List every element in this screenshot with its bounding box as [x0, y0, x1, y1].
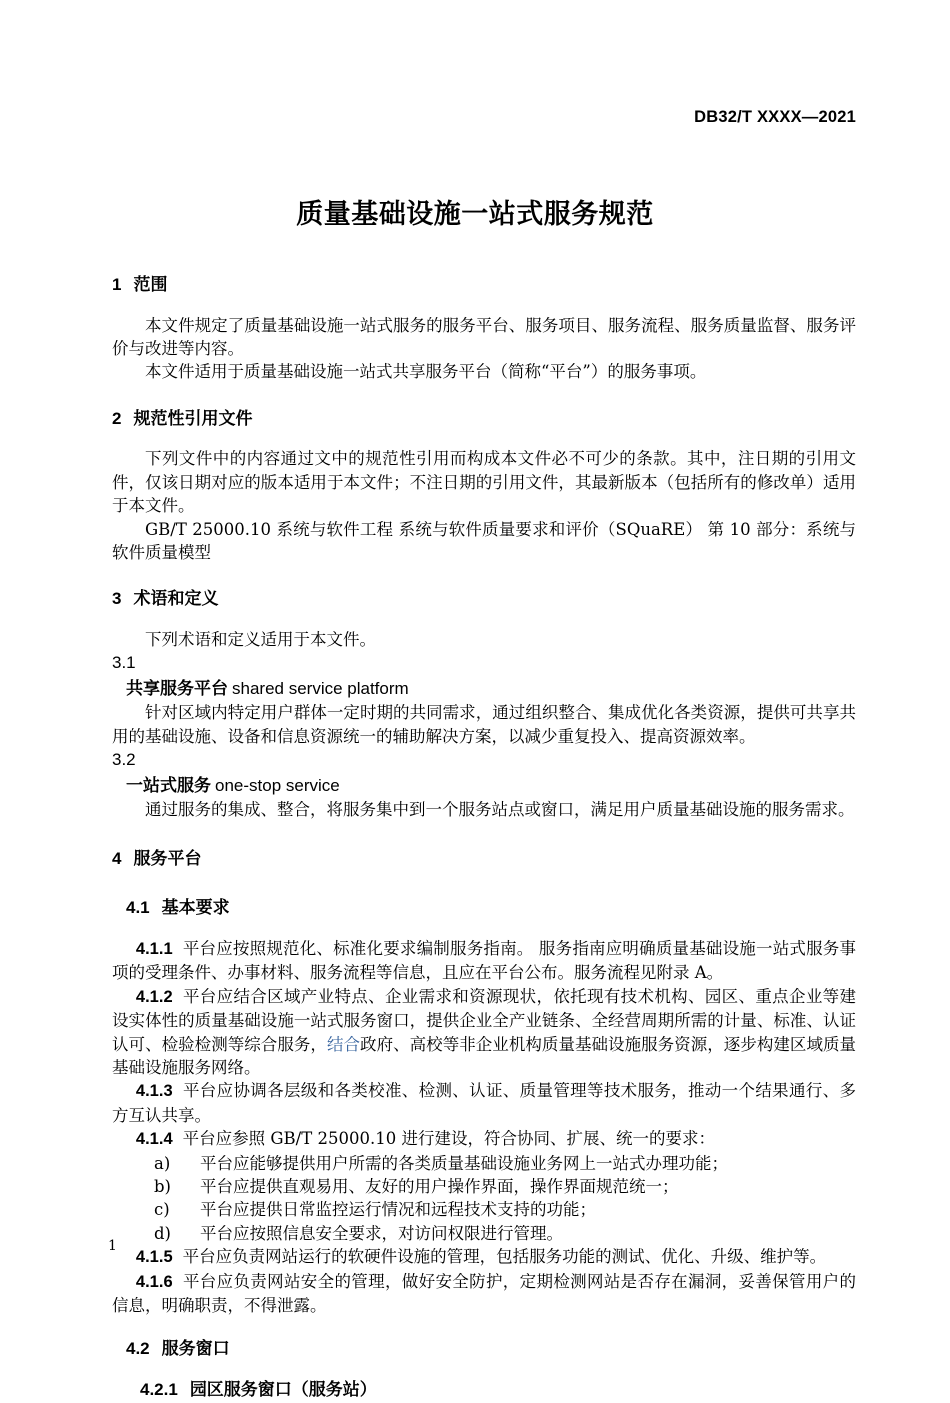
list-text-d: 平台应按照信息安全要求，对访问权限进行管理。 [200, 1223, 563, 1243]
section-heading-3 [112, 586, 856, 612]
clause-4-1-3 [112, 1079, 856, 1127]
section-2-paragraph-1: 下列文件中的内容通过文中的规范性引用而构成本文件必不可少的条款。其中，注日期的引用文件，仅该日期对应的版本适用于本文件；不注日期的引用文件，其最新版本（包括所有的修改单）适用于本文件。 [112, 449, 856, 516]
term-number-3-1: 3.1 [112, 653, 136, 673]
section-title-4: 服务平台 [133, 848, 202, 868]
term-number-3-2: 3.2 [112, 750, 136, 770]
list-text-c: 平台应提供日常监控运行情况和远程技术支持的功能； [200, 1200, 596, 1220]
clause-4-1-5 [112, 1245, 856, 1269]
section-3-paragraph-1: 下列术语和定义适用于本文件。 [145, 629, 376, 649]
clause-text-4-1-1: 平台应按照规范化、标准化要求编制服务指南。 服务指南应明确质量基础设施一站式服务事项的受理条件、办事材料、服务流程等信息，且应在平台公布。服务流程见附录 A。 [112, 938, 856, 983]
clause-text-4-1-3: 平台应协调各层级和各类校准、检测、认证、质量管理等技术服务，推动一个结果通行、多方互认共享。 [112, 1081, 856, 1125]
section-1-paragraph-1: 本文件规定了质量基础设施一站式服务的服务平台、服务项目、服务流程、服务质量监督、服务评价与改进等内容。 [112, 315, 856, 358]
list-marker-a: a) [154, 1153, 171, 1173]
term-label-cn-3-1: 共享服务平台 [126, 678, 228, 698]
section-title-4-2-1: 园区服务窗口（服务站） [189, 1380, 377, 1400]
section-heading-1 [112, 272, 856, 298]
section-heading-2 [112, 406, 856, 432]
section-title-4-1: 基本要求 [161, 898, 230, 918]
term-entry-3-1 [112, 676, 856, 702]
list-text-a: 平台应能够提供用户所需的各类质量基础设施业务网上一站式办理功能； [200, 1153, 728, 1173]
clause-number-4-1-6: 4.1.6 [135, 1272, 173, 1291]
clause-4-1-4 [112, 1127, 856, 1151]
clause-text-4-1-2-before: 平台应结合区域产业特点、企业需求和资源现状，依托现有技术机构、园区、重点企业等建设实体性的质量基础设施一站式服务窗口，提供企业全产业链条、全经营周期所需的计量、标准、认证认可、检验检测等综合服务， [112, 986, 856, 1054]
section-heading-4-2-1 [112, 1377, 856, 1403]
section-title-4-2: 服务窗口 [161, 1338, 230, 1358]
normative-reference-item: GB/T 25000.10 系统与软件工程 系统与软件质量要求和评价（SQuaRE） 第 10 部分：系统与软件质量模型 [112, 519, 856, 562]
clause-4-1-4-list [112, 1152, 856, 1246]
list-item [112, 1175, 856, 1198]
clause-number-4-1-5: 4.1.5 [135, 1248, 173, 1267]
list-item [112, 1152, 856, 1175]
list-item [112, 1222, 856, 1245]
document-body [112, 272, 856, 1403]
clause-4-1-2 [112, 985, 856, 1080]
term-definition-3-1: 针对区域内特定用户群体一定时期的共同需求，通过组织整合、集成优化各类资源，提供可共享共用的基础设施、设备和信息资源统一的辅助解决方案，以减少重复投入、提高资源效率。 [112, 703, 856, 746]
list-marker-c: c) [154, 1200, 170, 1220]
clause-text-4-1-2-after: 政府、高校等非企业机构质量基础设施服务资源，逐步构建区域质量基础设施服务网络。 [112, 1034, 857, 1077]
list-marker-b: b) [154, 1177, 171, 1197]
document-header-standard-number: DB32/T XXXX—2021 [694, 108, 856, 126]
clause-number-4-1-3: 4.1.3 [135, 1082, 173, 1101]
section-title-3: 术语和定义 [133, 589, 219, 609]
section-title-1: 范围 [133, 275, 168, 294]
section-number-4-1: 4.1 [126, 898, 150, 918]
list-text-b: 平台应提供直观易用、友好的用户操作界面，操作界面规范统一； [200, 1177, 679, 1197]
section-number-3: 3 [112, 589, 122, 609]
clause-number-4-1-2: 4.1.2 [135, 987, 173, 1006]
clause-text-4-1-4: 平台应参照 GB/T 25000.10 进行建设，符合协同、扩展、统一的要求： [182, 1129, 715, 1149]
clause-4-1-6 [112, 1270, 856, 1318]
page-title: 质量基础设施一站式服务规范 [296, 199, 654, 229]
section-number-4: 4 [112, 848, 122, 868]
clause-text-4-1-6: 平台应负责网站安全的管理，做好安全防护，定期检测网站是否存在漏洞，妥善保管用户的信息，明确职责，不得泄露。 [112, 1271, 856, 1316]
term-definition-3-2: 通过服务的集成、整合，将服务集中到一个服务站点或窗口，满足用户质量基础设施的服务需求。 [145, 800, 855, 820]
page-number: 1 [108, 1238, 117, 1254]
term-label-en-3-2: one-stop service [215, 775, 340, 795]
section-number-2: 2 [112, 408, 122, 428]
term-label-cn-3-2: 一站式服务 [126, 775, 211, 795]
section-heading-4 [112, 846, 856, 872]
term-entry-3-2 [112, 773, 856, 799]
section-number-1: 1 [112, 275, 122, 294]
section-heading-4-1 [112, 895, 856, 921]
clause-number-4-1-4: 4.1.4 [135, 1130, 173, 1149]
clause-text-4-1-2-highlight: 结合 [326, 1034, 361, 1054]
clause-4-1-1 [112, 937, 856, 985]
section-number-4-2-1: 4.2.1 [140, 1380, 178, 1400]
section-heading-4-2 [112, 1336, 856, 1362]
term-label-en-3-1: shared service platform [232, 678, 409, 698]
list-marker-d: d) [154, 1223, 171, 1243]
list-item [112, 1198, 856, 1221]
section-1-paragraph-2: 本文件适用于质量基础设施一站式共享服务平台（简称“平台”）的服务事项。 [145, 362, 707, 382]
clause-text-4-1-5: 平台应负责网站运行的软硬件设施的管理，包括服务功能的测试、优化、升级、维护等。 [182, 1247, 827, 1267]
section-title-2: 规范性引用文件 [133, 408, 253, 428]
clause-number-4-1-1: 4.1.1 [135, 939, 173, 958]
section-number-4-2: 4.2 [126, 1338, 150, 1358]
